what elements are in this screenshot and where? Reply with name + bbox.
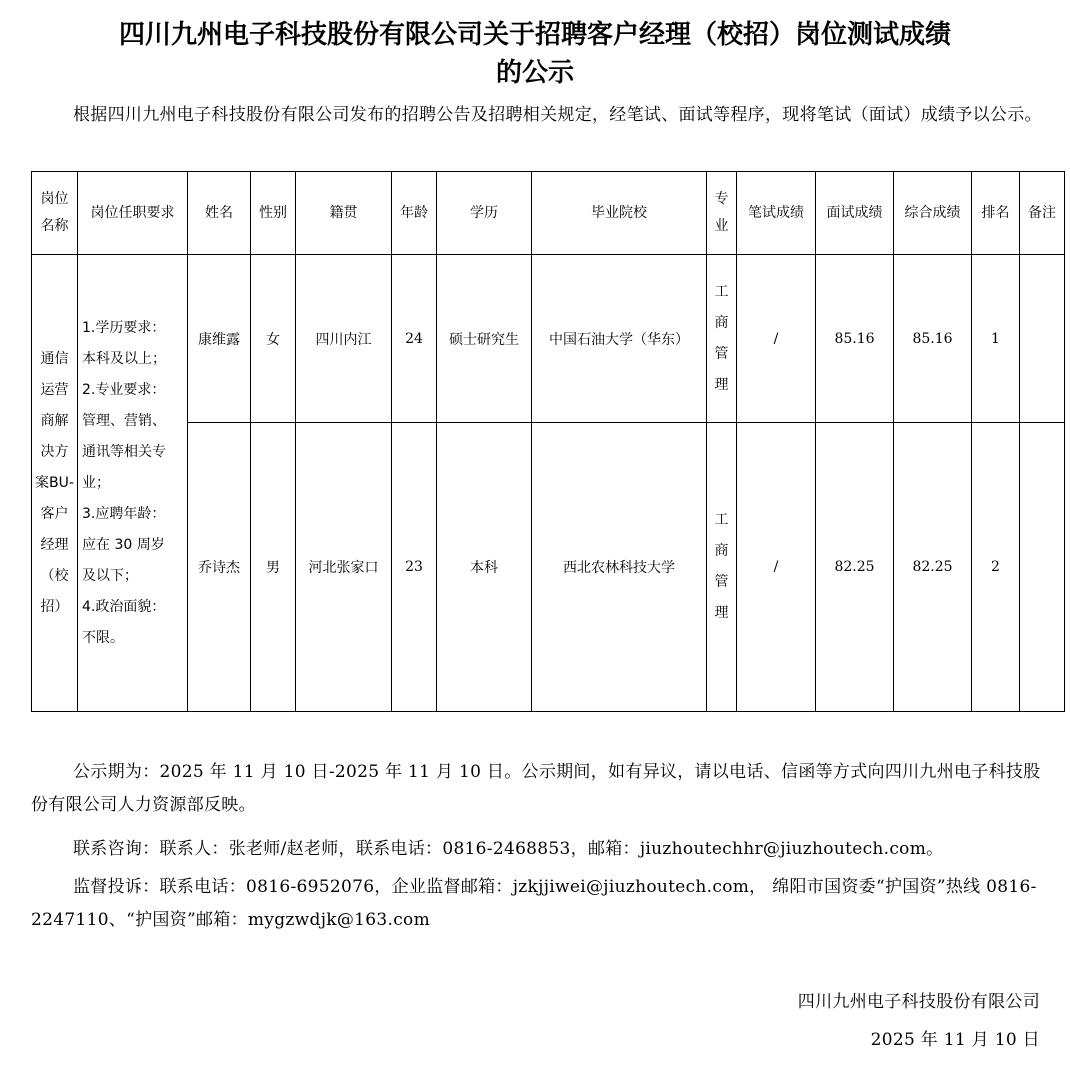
contact-paragraph: 联系咨询：联系人：张老师/赵老师，联系电话：0816-2468853，邮箱：jiuzhoutechhr@jiuzhoutech.com。 (73, 839, 944, 859)
header-position: 岗位名称 (32, 172, 78, 255)
interview-score-cell: 85.16 (816, 255, 894, 423)
origin-cell: 四川内江 (296, 255, 392, 423)
age-cell: 24 (392, 255, 437, 423)
header-major: 专业 (707, 172, 737, 255)
header-education: 学历 (437, 172, 532, 255)
requirement-line: 应在 30 周岁 (82, 536, 165, 553)
requirement-line: 本科及以上； (82, 350, 166, 367)
written-score-cell: / (737, 255, 816, 423)
interview-score-cell: 82.25 (816, 423, 894, 712)
education-cell: 本科 (437, 423, 532, 712)
gender-cell: 女 (251, 255, 296, 423)
written-score-cell: / (737, 423, 816, 712)
table-row (32, 255, 1065, 423)
major-cell: 工商管理 (707, 423, 737, 712)
table-header-row (32, 172, 1065, 255)
requirement-line: 业； (82, 474, 110, 491)
remark-cell (1020, 423, 1065, 712)
rank-cell: 1 (972, 255, 1020, 423)
major-cell: 工商管理 (707, 255, 737, 423)
signature-date: 2025 年 11 月 10 日 (870, 1030, 1040, 1050)
requirements-cell (78, 255, 188, 712)
page-title: 四川九州电子科技股份有限公司关于招聘客户经理（校招）岗位测试成绩 (118, 20, 951, 50)
requirement-line: 不限。 (82, 629, 124, 646)
header-gender: 性别 (251, 172, 296, 255)
requirement-line: 4.政治面貌： (82, 598, 166, 615)
signature-company: 四川九州电子科技股份有限公司 (797, 992, 1040, 1012)
gender-cell: 男 (251, 423, 296, 712)
header-total: 综合成绩 (894, 172, 972, 255)
header-rank: 排名 (972, 172, 1020, 255)
header-interview: 面试成绩 (816, 172, 894, 255)
header-origin: 籍贯 (296, 172, 392, 255)
education-cell: 硕士研究生 (437, 255, 532, 423)
requirement-line: 通讯等相关专 (82, 443, 166, 460)
score-table (31, 171, 1065, 712)
header-requirements: 岗位任职要求 (78, 172, 188, 255)
header-age: 年龄 (392, 172, 437, 255)
rank-cell: 2 (972, 423, 1020, 712)
total-score-cell: 85.16 (894, 255, 972, 423)
position-cell: 通信运营商解决方案BU-客户经理（校招） (32, 255, 78, 712)
requirement-line: 管理、营销、 (82, 412, 166, 429)
school-cell: 中国石油大学（华东） (532, 255, 707, 423)
name-cell: 乔诗杰 (188, 423, 251, 712)
intro-paragraph: 根据四川九州电子科技股份有限公司发布的招聘公告及招聘相关规定，经笔试、面试等程序，现将笔试（面试）成绩予以公示。 (73, 105, 1042, 125)
origin-cell: 河北张家口 (296, 423, 392, 712)
requirement-line: 1.学历要求： (82, 319, 166, 336)
age-cell: 23 (392, 423, 437, 712)
requirement-line: 3.应聘年龄： (82, 505, 166, 522)
requirement-line: 及以下； (82, 567, 138, 584)
page-title-line2: 的公示 (495, 58, 574, 88)
total-score-cell: 82.25 (894, 423, 972, 712)
school-cell: 西北农林科技大学 (532, 423, 707, 712)
name-cell: 康维露 (188, 255, 251, 423)
supervision-paragraph: 监督投诉：联系电话：0816-6952076，企业监督邮箱：jzkjjiwei@jiuzhoutech.com， 绵阳市国资委“护国资”热线 0816-2247110、“护国资”邮箱：mygzwdjk@163.com (31, 877, 1037, 930)
header-written: 笔试成绩 (737, 172, 816, 255)
notice-paragraph: 公示期为：2025 年 11 月 10 日-2025 年 11 月 10 日。公示期间，如有异议，请以电话、信函等方式向四川九州电子科技股份有限公司人力资源部反映。 (31, 762, 1041, 815)
header-remark: 备注 (1020, 172, 1065, 255)
remark-cell (1020, 255, 1065, 423)
requirement-line: 2.专业要求： (82, 381, 166, 398)
header-school: 毕业院校 (532, 172, 707, 255)
header-name: 姓名 (188, 172, 251, 255)
